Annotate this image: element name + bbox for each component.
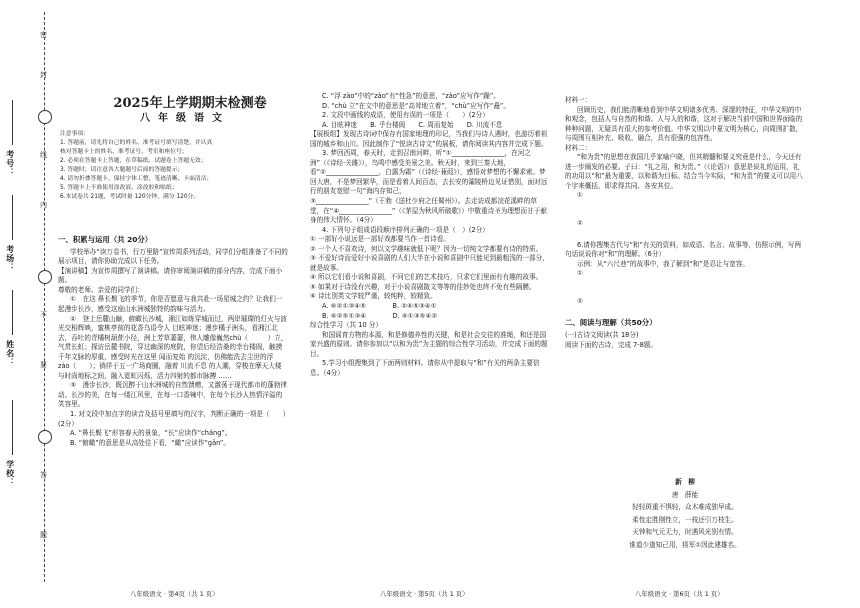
seal-line (44, 12, 45, 582)
note-item: 6.本试卷共 21题，考试时量 120分钟，满分 120分。 (60, 193, 200, 200)
question-text: 5.学习小组搜集到了下面两则材料。请你从中提取与“和”有关的两条主要信息。（4分） (310, 359, 540, 377)
question-text: 示例：从“六尺巷”的故事中，我了解到“和”是忍让与宽容。 (577, 259, 749, 268)
column-2 (310, 92, 550, 572)
question-text: C. “浮 zào”中的“zào”有“性急”的意思，“zào”应写作“躁”。 (322, 92, 500, 100)
poem-line: 柔性定胜刚性立，一枝还引万枝生。 (632, 515, 738, 524)
question-text: “和为贵”的思想在我国几乎家喻户晓，但其精髓和要义究竟是什么，今天还有进一步阐发的必要。子曰：“礼之用，和为贵。”（《论语》）意思是说礼的运用，礼的功用以“和”最为重要，以和谐为目标。结合当今实际，“和为贵”的要义可以用八个字来概括，即求得共同、各安其位。 (565, 153, 803, 190)
question-text: 学校举办“读万卷书，行万里路”宣传周系列活动，同学们分组准备了不同的展示项目，请你协助完成以下任务。 (58, 247, 288, 266)
notes-block (60, 130, 290, 202)
exam-subtitle: 八年级语文 (140, 113, 230, 124)
note-item: 3. 答题时，请注意各大题题号后面的答题提示； (60, 166, 184, 173)
page-footer: 八年级语文 · 第6页（共 1 页） (635, 590, 724, 598)
seal-char: 答 (40, 471, 47, 479)
poem-line: 天钟和气元无力，时遇风光别有情。 (632, 528, 738, 537)
column-1 (58, 232, 288, 582)
page-footer: 八年级语文 · 第5页（共 1 页） (380, 590, 469, 598)
seal-char: 内 (40, 201, 47, 209)
question-text: 【演讲稿】为宣传周撰写了演讲稿。请你审阅演讲稿的部分内容，完成下面小题。 (58, 266, 283, 285)
question-text: ④ 所以它们看小说和喜剧，不问它们的艺术技巧，只求它们里面有有趣的故事。 (310, 273, 543, 282)
seal-char: 线 (40, 151, 47, 159)
question-text: D. “chù 立”在文中的意思是“高耸地立着”，“chù”应写作“矗”。 (322, 101, 510, 110)
question-text: ② 登上岳麓山巅，俯瞰长沙城，湘江如练穿城而过，两岸璀璨的灯火与波光交相辉映，蜜桃亭前的花香乌语令人 目眩神迷；漫步橘子洲头，看湘江北去，吞吐的青橘树葫蔗小径，洲上芳草萋萋，伟人雕像巍然chù（ ）立，气贯长虹；探访岳麓书院，穿过幽深的庭院，你望后经浩桑的幸台楼阁，触摸千年文脉的厚重，感受时光在这里 闻而复始 的沉淀，仿佛能洗去尘世的浮 zào（ ）；徜徉于五一广场商圈，融着 川流不息 的人潮，穿梭在摩天大楼与时尚地标之间，融入霓虹闪烁，活力四射的都市脉搏 …… (58, 314, 288, 380)
question-text: ① (577, 269, 583, 278)
section-heading: 一、积累与运用（共 20分） (58, 235, 153, 244)
question-text: ① 在这 鼻长鬓飞的季节，你是否愿意与我共赴一场星城之约？让我们一起漫步长沙，感受这座山水洲城独特的韵味与活力。 (58, 295, 283, 314)
school-label: 学校： (5, 460, 15, 487)
question-text: ⑤ 如果对于诗没有兴趣，对于小说喜剧散文等等的佳妙处也终不免有些隔膜。 (310, 282, 536, 291)
question-text: 阅读下面的古诗，完成 7-8题。 (565, 340, 657, 349)
seal-char: 封 (40, 71, 47, 79)
poem-line: 谁道少逢知己用，将军①因此建雄名。 (629, 540, 741, 549)
question-text: 尊敬的老师、亲爱的同学们： (58, 285, 144, 294)
section-heading: 二、阅读与理解（共50分） (565, 318, 657, 328)
name-line (12, 290, 13, 335)
question-text: B. ⑥②⑤①③④ D. ⑥①③⑤④② (322, 311, 438, 320)
question-text: A. ⑥②①③④⑤ B. ②⑥⑤③④① (322, 302, 437, 311)
question-text: 和国谣育方物的本源，和是修德养性的关键，和是社会交往的准绳，和还是国家兴盛的原则。请你参加以“以和为贵”为主题的综合性学习活动，并完成下面的题目。 (310, 330, 548, 358)
question-text: ① 一部好小说远是一部好戏都要当作一首诗看。 (310, 235, 450, 244)
exam-number-line (12, 100, 13, 145)
question-text: ① (577, 191, 583, 200)
question-text: 回顾历史，我们能清晰地看到中华文明诸多优秀、深邃的特征，中华文明的中和观念，包括人与自然的和谐、人与人的和谐，这对于解决当前中国和世界面临的种种问题，无疑具有很大的参考价值。中华文明以中夏文明为核心，向周围扩散，与周围互相补充、吸收、融合，具有很强的包容性。 (565, 105, 803, 143)
question-text: ⑥ 诗比别类文学较严谨，较纯粹，较精致。 (310, 292, 437, 301)
exam-number-label: 考号： (5, 150, 15, 177)
seal-char: 要 (40, 361, 47, 369)
notes-heading: 注意事项： (60, 131, 89, 137)
question-text: ② (577, 296, 583, 305)
question-text: 综合性学习（共 10 分） (310, 321, 382, 330)
question-text: 【展板组】发现古诗词中保存有国家地理的印记，当我们与诗人遇时，也游历着祖国的城乡和山川。因此制作了“悦读古诗文”的展板，请你阅读其内容并完成下题。 (310, 130, 548, 148)
question-text: (一)古诗文阅读(共 18分) (565, 331, 639, 340)
question-text: A. 目眩神迷 B. 乎台楼阁 C. 周而复始 D. 川流不息 (322, 120, 503, 129)
seal-char: 题 (40, 531, 47, 539)
poem-author: 唐 薛能 (671, 490, 699, 499)
question-text: ② 一个人不喜欢诗，何以文学趣味就低下呢？因为一切纯文学都要有诗的特质。 (310, 244, 543, 253)
notes-list (60, 139, 290, 202)
note-item: 1. 答题前，请先将自己的姓名、准考证号填写清楚，并认真 (60, 139, 213, 146)
note-item: 5. 答题卡上不准使用涂改液、涂改胶和贴纸； (60, 184, 178, 191)
binding-hole (38, 110, 52, 124)
question-text: ③ 漫步长沙，既沉醉于山水洲城的自然馈赠，又激荡于现代都市的蓬勃律动。长沙的美，在每一缕江风里，在每一口香辣中，在每个长沙人热情洋溢的笑容里。 (58, 381, 287, 409)
question-text: B. “俯瞰”的意思是从高处往下看，“瞰”应读作“gǎn”。 (70, 438, 230, 447)
school-line (12, 400, 13, 455)
exam-title: 2025年上学期期末检测卷 (113, 96, 267, 111)
poem-line: 轻轻斑重不惧轻，众木难成独早成。 (632, 503, 738, 512)
page-footer: 八年级语文 · 第4页（共 1 页） (130, 590, 219, 598)
binding-margin (0, 0, 56, 608)
poem-block (565, 476, 805, 551)
question-text: ③________________”（王勃《送杜少府之任蜀州》）。去走访成都浣花溪畔的草堂，在“④________________”（《茅屋为秋风所破歌》）中敬重诗圣为理想而甘于献身的伟大情怀。（4分） (310, 197, 547, 225)
question-text: A. “鼻长鬓飞”形容春天的景象，“长”应读作“cháng”。 (70, 429, 232, 438)
exam-room-line (12, 195, 13, 240)
seal-char: 不 (40, 311, 47, 319)
question-text: ③ 不爱好诗而爱好小说喜剧的人们大半在小说和喜剧中只能见到最粗浅的一部分，就是故事。 (310, 254, 549, 272)
binding-hole (38, 430, 52, 444)
question-text: 2. 文段中画线的成语，使用有误的一项是（ ）(2分） (322, 111, 489, 120)
note-item: 核对答题卡上的姓名、准考证号、考室和座位号； (60, 148, 188, 155)
seal-char: 密 (40, 31, 47, 39)
name-label: 姓名： (5, 340, 15, 367)
note-item: 2. 必须在答题卡上答题，在草稿纸、试题卷上答题无效； (60, 157, 207, 164)
poem-title: 新 柳 (675, 478, 695, 486)
question-text: 材料二： (565, 143, 592, 152)
exam-room-label: 考场： (5, 245, 15, 272)
note-item: 4. 请勿折叠答题卡，保持字体工整、笔迹清晰、卡面清洁； (60, 175, 213, 182)
binding-hole (38, 270, 52, 284)
question-text: 6.请你搜集古代与“和”有关的资料，如成语、名言、故事等，仿照示例，写两句话说说你对“和”的理解。（6分） (565, 240, 802, 259)
question-text: 4. 下列句子组成语段顺序排列正确的一项是（ ）(2分） (322, 225, 489, 234)
question-text: 材料一： (565, 96, 592, 104)
question-text: ② (577, 219, 583, 228)
column-3 (565, 96, 805, 476)
question-text: 3. 梦回西周，春天时，走到召南河畔，听“①________________，在河之洲”（《诗经·关雎》），鸟鸣中感受美景之美。秋天时，来到三秦大地，看“②________________，白露为霜”（《诗经·蒹葭》），感悟对梦想的不懈求索。梦回大唐，不是梦回繁华，而是看着人间百态，去长安的灞陵桥边见证惜别，面对远行的朋友宽慰一句“海内存知己， (310, 149, 548, 196)
question-text: 1. 对文段中加点字的读音及括号里填写的汉字，判断正确的一项是（ ）(2分） (58, 410, 287, 428)
